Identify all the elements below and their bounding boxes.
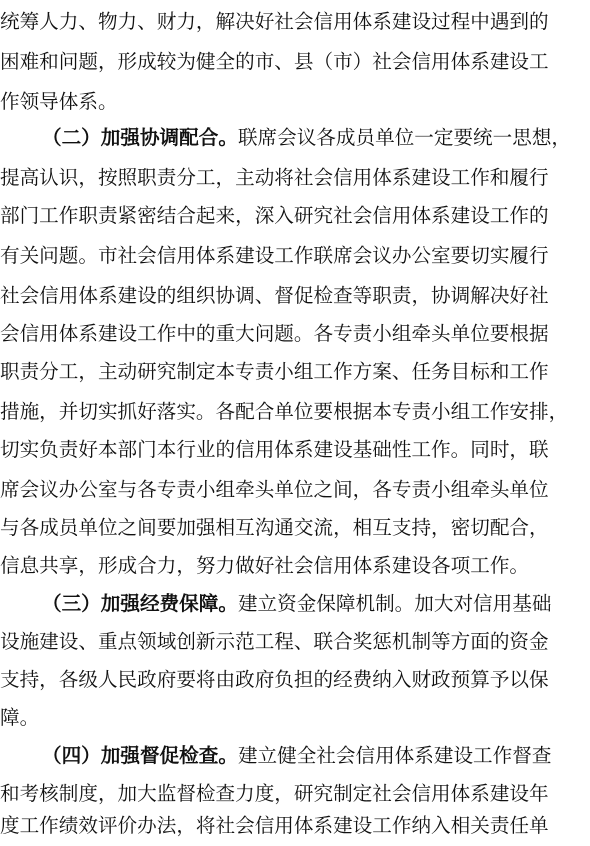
section2-line-4: 社会信用体系建设的组织协调、督促检查等职责，协调解决好社 <box>0 284 549 307</box>
section2-line-1: 提高认识，按照职责分工，主动将社会信用体系建设工作和履行 <box>0 166 549 189</box>
section2-line-11: 信息共享，形成合力，努力做好社会信用体系建设各项工作。 <box>0 554 530 577</box>
section4-line-1: 和考核制度，加大监督检查力度，研究制定社会信用体系建设年 <box>0 782 549 805</box>
section4-line-2: 度工作绩效评价办法，将社会信用体系建设工作纳入相关责任单 <box>0 814 549 837</box>
section4-first-line-text: 建立健全社会信用体系建设工作督查 <box>237 744 552 767</box>
section4-first-line <box>42 736 590 776</box>
section3-line-3: 障。 <box>0 706 40 729</box>
section3-line-1: 设施建设、重点领域创新示范工程、联合奖惩机制等方面的资金 <box>0 630 549 653</box>
section2-line-3: 有关问题。市社会信用体系建设工作联席会议办公室要切实履行 <box>0 244 549 267</box>
section4-heading: （四）加强督促检查。 <box>42 744 238 767</box>
section2-line-10: 与各成员单位之间要加强相互沟通交流，相互支持，密切配合， <box>0 516 549 539</box>
intro-line-3: 作领导体系。 <box>0 90 118 113</box>
section2-line-2: 部门工作职责紧密结合起来，深入研究社会信用体系建设工作的 <box>0 204 549 227</box>
intro-line-1: 统筹人力、物力、财力，解决好社会信用体系建设过程中遇到的 <box>0 10 549 33</box>
section2-line-9: 席会议办公室与各专责小组牵头单位之间，各专责小组牵头单位 <box>0 478 549 501</box>
section3-first-line-text: 建立资金保障机制。加大对信用基础 <box>237 592 552 615</box>
section2-line-6: 职责分工，主动研究制定本专责小组工作方案、任务目标和工作 <box>0 360 549 383</box>
section2-first-line <box>42 118 590 158</box>
section2-line-7: 措施，并切实抓好落实。各配合单位要根据本专责小组工作安排， <box>0 400 569 423</box>
section3-line-2: 支持，各级人民政府要将由政府负担的经费纳入财政预算予以保 <box>0 668 549 691</box>
section2-heading: （二）加强协调配合。 <box>42 126 238 149</box>
section2-line-5: 会信用体系建设工作中的重大问题。各专责小组牵头单位要根据 <box>0 322 549 345</box>
section3-first-line <box>42 584 590 624</box>
section2-first-line-text: 联席会议各成员单位一定要统一思想， <box>237 126 572 149</box>
section2-line-8: 切实负责好本部门本行业的信用体系建设基础性工作。同时，联 <box>0 438 549 461</box>
section3-heading: （三）加强经费保障。 <box>42 592 238 615</box>
intro-line-2: 困难和问题，形成较为健全的市、县（市）社会信用体系建设工 <box>0 50 549 73</box>
